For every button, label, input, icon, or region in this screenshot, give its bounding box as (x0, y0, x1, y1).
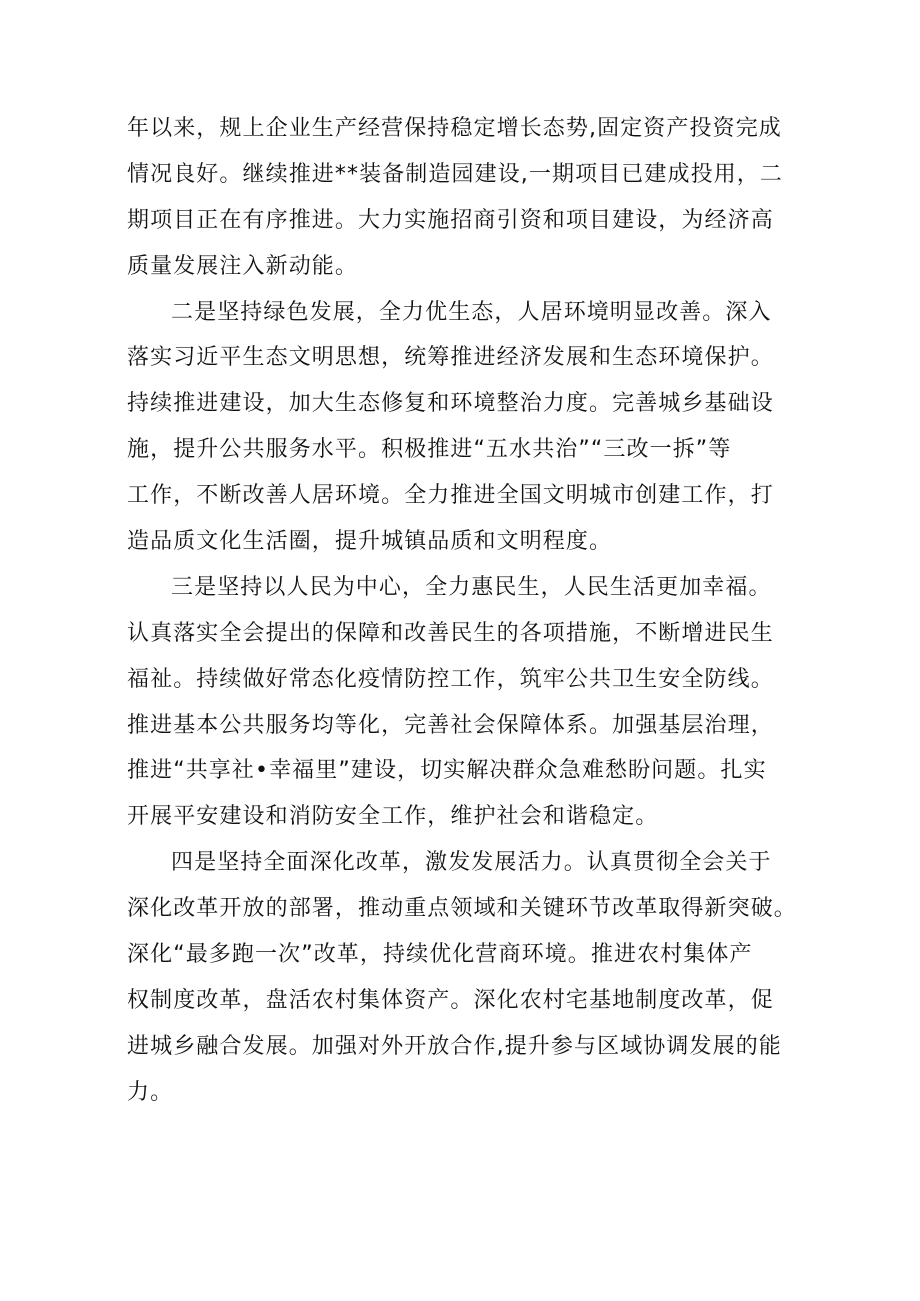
text-line: 权制度改革，盘活农村集体资产。深化农村宅基地制度改革，促 (127, 987, 774, 1013)
text-line: 推进基本公共服务均等化，完善社会保障体系。加强基层治理， (127, 712, 774, 738)
text-line: 福祉。持续做好常态化疫情防控工作，筑牢公共卫生安全防线。 (127, 666, 774, 692)
text-line: 力。 (127, 1079, 174, 1105)
text-line: 持续推进建设，加大生态修复和环境整治力度。完善城乡基础设 (127, 391, 774, 417)
text-line: 深化改革开放的部署，推动重点领域和关键环节改革取得新突破。 (127, 896, 797, 922)
text-line: 进城乡融合发展。加强对外开放合作,提升参与区域协调发展的能 (127, 1033, 782, 1059)
text-line: 期项目正在有序推进。大力实施招商引资和项目建设，为经济高 (127, 207, 774, 233)
paragraph-1 (127, 106, 792, 290)
text-line: 推进“共享社•幸福里”建设，切实解决群众急难愁盼问题。扎实 (127, 758, 767, 784)
document-body (127, 106, 797, 1116)
text-line: 落实习近平生态文明思想，统筹推进经济发展和生态环境保护。 (127, 345, 774, 371)
text-line: 工作，不断改善人居环境。全力推进全国文明城市创建工作，打 (127, 483, 774, 509)
text-line: 开展平安建设和消防安全工作，维护社会和谐稳定。 (127, 804, 659, 830)
text-line: 四是坚持全面深化改革，激发发展活力。认真贯彻全会关于 (171, 850, 772, 876)
paragraph-2 (127, 290, 792, 565)
text-line: 质量发展注入新动能。 (127, 253, 359, 279)
text-line: 情况良好。继续推进**装备制造园建设,一期项目已建成投用，二 (127, 161, 783, 187)
text-line: 二是坚持绿色发展，全力优生态，人居环境明显改善。深入 (171, 299, 772, 325)
text-line: 年以来，规上企业生产经营保持稳定增长态势,固定资产投资完成 (127, 116, 782, 141)
text-line: 认真落实全会提出的保障和改善民生的各项措施，不断增进民生 (127, 620, 774, 646)
paragraph-4 (127, 840, 797, 1115)
text-line: 深化“最多跑一次”改革，持续优化营商环境。推进农村集体产 (127, 942, 753, 968)
paragraph-3 (127, 565, 792, 840)
text-line: 造品质文化生活圈，提升城镇品质和文明程度。 (127, 529, 613, 555)
text-line: 三是坚持以人民为中心，全力惠民生，人民生活更加幸福。 (171, 574, 772, 600)
text-line: 施，提升公共服务水平。积极推进“五水共治”“三改一拆”等 (127, 437, 732, 463)
